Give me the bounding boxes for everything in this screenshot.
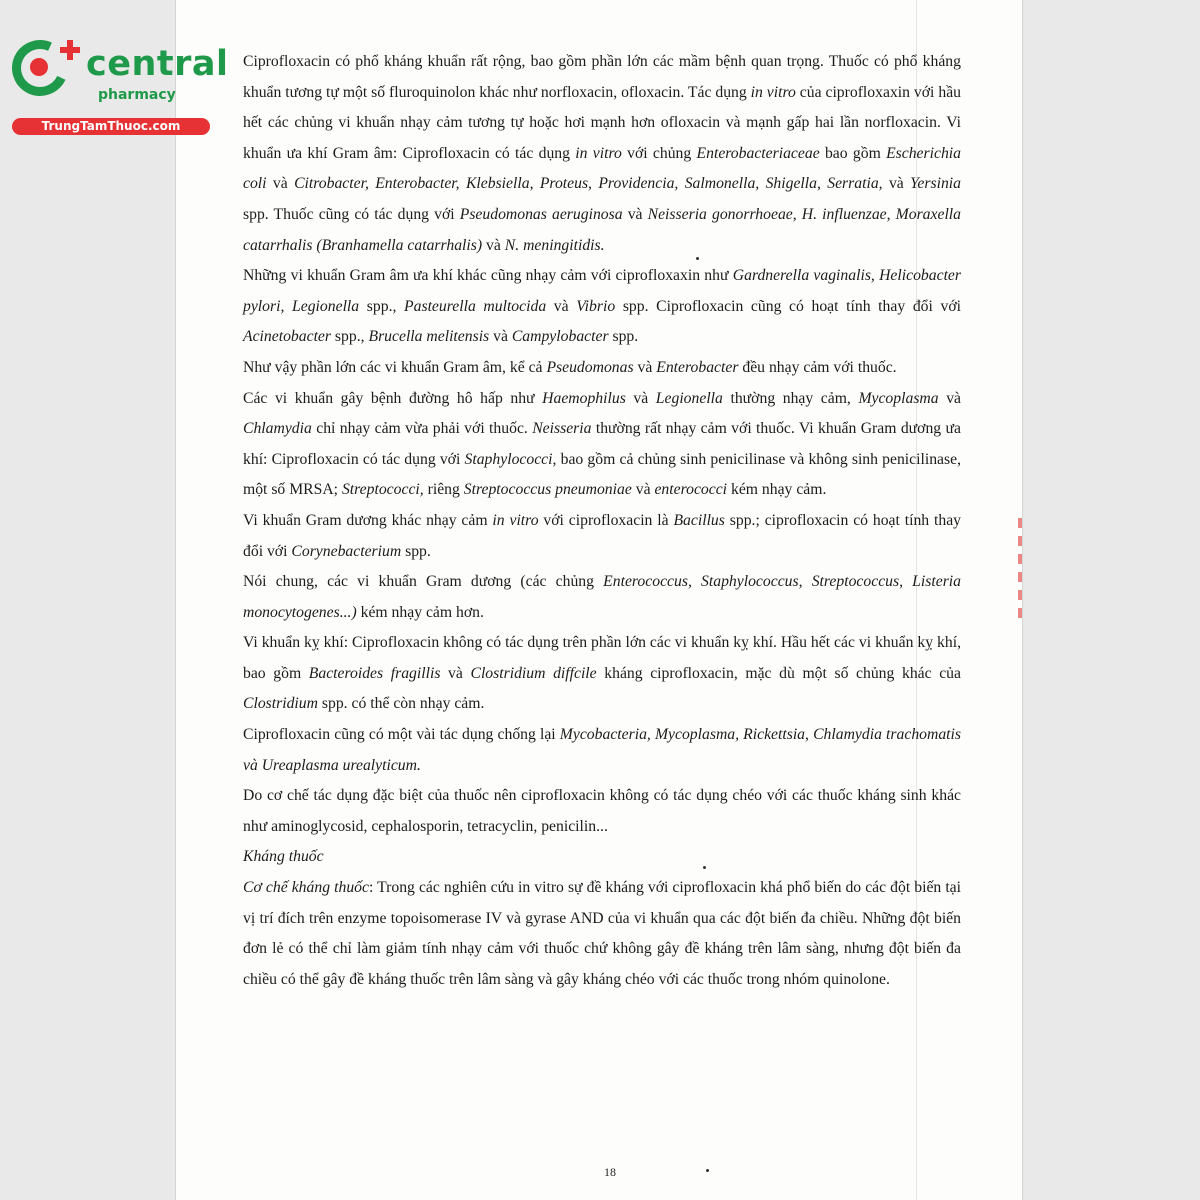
text-run: spp. Thuốc cũng có tác dụng với xyxy=(243,205,460,223)
text-run: spp.; ciprofloxacin có hoạt tính thay đổi với xyxy=(243,511,962,560)
text-run: bao gồm xyxy=(819,144,887,162)
scan-speck xyxy=(703,866,706,869)
text-run: , xyxy=(805,726,814,744)
text-run: Như vậy phần lớn các vi khuẩn Gram âm, kể cả xyxy=(243,358,547,376)
text-run: với chủng xyxy=(621,144,697,162)
italic-run: enterococci xyxy=(654,481,728,499)
italic-run: Haemophilus xyxy=(542,389,626,407)
italic-run: Brucella melitensis xyxy=(368,328,490,346)
text-run: kém nhạy cảm hơn. xyxy=(356,603,484,621)
text-run: Ciprofloxacin cũng có một vài tác dụng chống lại xyxy=(243,726,560,744)
italic-run: Pseudomonas aeruginosa xyxy=(459,205,623,223)
text-run: Vi khuẩn Gram dương khác nhạy cảm xyxy=(243,511,493,529)
italic-run: Acinetobacter xyxy=(243,328,331,346)
italic-run: Streptococci, xyxy=(341,481,424,499)
text-run: spp., xyxy=(331,328,369,346)
italic-run: Cơ chế kháng thuốc xyxy=(243,879,369,897)
italic-run: Citrobacter, Enterobacter, Klebsiella, Proteus, Providencia, Salmonella, Shigella, Serratia, xyxy=(294,175,883,193)
text-run: và xyxy=(633,358,657,376)
italic-run: Vibrio xyxy=(576,297,616,315)
text-run: Các vi khuẩn gây bệnh đường hô hấp như xyxy=(243,389,543,407)
italic-run: Streptococcus pneumoniae xyxy=(463,481,632,499)
text-run: Ciprofloxacin có phổ kháng khuẩn rất rộng, bao gồm phần lớn các mầm bệnh quan trọng. Thuốc có phổ kháng khuẩn tương tự một số fluroquinolon khác như norfloxacin, ofloxacin. Tác dụng xyxy=(243,53,961,101)
text-run: Vi khuẩn kỵ khí: Ciprofloxacin không có tác dụng trên phần lớn các vi khuẩn kỵ khí. Hầu hết các vi khuẩn kỵ khí, bao gồm xyxy=(243,634,961,682)
text-run: và xyxy=(266,175,295,193)
italic-run: Enterobacteriaceae xyxy=(696,144,820,162)
text-run: spp. xyxy=(608,328,639,346)
text-run: và xyxy=(489,328,512,346)
italic-run: Kháng thuốc xyxy=(243,848,324,866)
italic-run: in vitro xyxy=(750,83,796,101)
red-stamp-edge xyxy=(1014,510,1026,670)
italic-run: Staphylococci, xyxy=(464,450,557,468)
logo-subtitle: pharmacy xyxy=(98,87,176,103)
italic-run: Clostridium xyxy=(243,695,318,713)
text-run: và xyxy=(882,175,911,193)
italic-run: Gardnerella vaginalis, Helicobacter pylori, Legionella xyxy=(243,267,961,315)
text-run: và xyxy=(440,664,471,682)
italic-run: Neisseria gonorrhoeae, H. influenzae, Moraxella catarrhalis (Branhamella catarrhalis) xyxy=(243,205,962,254)
text-run: của ciprofloxaxin với hầu hết các chủng vi khuẩn nhạy cảm tương tự hoặc hơi mạnh hơn ofloxacin và mạnh gấp hai lần norfloxacin. Vi khuẩn ưa khí Gram âm: Ciprofloxacin có tác dụng xyxy=(243,83,962,162)
logo-site-url: TrungTamThuoc.com xyxy=(12,118,210,135)
paragraph xyxy=(243,506,961,567)
pharmacy-logo[interactable] xyxy=(10,38,229,138)
logo-brand: central xyxy=(86,44,229,84)
text-run: và xyxy=(631,481,655,499)
italic-run: Escherichia coli xyxy=(243,144,961,193)
paragraph xyxy=(243,567,961,628)
paragraph xyxy=(243,720,961,781)
paragraph xyxy=(243,47,961,261)
text-run: Những vi khuẩn Gram âm ưa khí khác cũng nhạy cảm với ciprofloxaxin như xyxy=(243,267,733,285)
italic-run: Chlamydia trachomatis và Ureaplasma urealyticum. xyxy=(243,726,962,774)
italic-run: Legionella xyxy=(655,389,723,407)
paragraph xyxy=(243,353,961,384)
italic-run: N. meningitidis. xyxy=(504,236,605,254)
scan-speck xyxy=(706,1169,709,1172)
italic-run: Mycobacteria, Mycoplasma, Rickettsia xyxy=(559,726,806,744)
text-run: đều nhạy cảm với thuốc. xyxy=(738,358,897,376)
text-run: chỉ nhạy cảm vừa phải với thuốc. xyxy=(311,420,533,438)
page-number: 18 xyxy=(604,1165,616,1179)
italic-run: Mycoplasma xyxy=(858,389,939,407)
paragraph xyxy=(243,628,961,720)
document-body xyxy=(243,47,961,995)
text-run: kém nhạy cảm. xyxy=(727,481,827,499)
text-run: kháng ciprofloxacin, mặc dù một số chủng khác của xyxy=(596,664,961,682)
italic-run: Enterococcus, Staphylococcus, Streptococcus, Listeria monocytogenes...) xyxy=(243,573,962,621)
italic-run: Neisseria xyxy=(532,420,592,438)
text-run: spp., xyxy=(359,297,405,315)
italic-run: Bacillus xyxy=(673,511,725,529)
italic-run: Enterobacter xyxy=(656,358,739,376)
italic-run: Pasteurella multocida xyxy=(404,297,547,315)
text-run: với ciprofloxacin là xyxy=(538,511,674,529)
paragraph xyxy=(243,781,961,842)
plus-icon xyxy=(58,38,82,62)
text-run: và xyxy=(546,297,577,315)
logo-dot-icon xyxy=(30,58,48,76)
italic-run: Pseudomonas xyxy=(546,358,634,376)
text-run: và xyxy=(482,236,505,254)
italic-run: Corynebacterium xyxy=(291,542,402,560)
text-run: thường rất nhạy cảm với thuốc. Vi khuẩn Gram dương ưa khí: Ciprofloxacin có tác dụng với xyxy=(243,420,961,468)
text-run: riêng xyxy=(423,481,464,499)
text-run: bao gồm cả chủng sinh penicilinase và không sinh penicilinase, một số MRSA; xyxy=(243,450,962,499)
italic-run: in vitro xyxy=(575,144,622,162)
italic-run: Yersinia xyxy=(910,175,962,193)
text-run: spp. có thể còn nhạy cảm. xyxy=(317,695,485,713)
text-run: : Trong các nghiên cứu in vitro sự đề kháng với ciprofloxacin khá phổ biến do các đột biến tại vị trí đích trên enzyme topoisomerase IV và gyrase AND của vi khuẩn qua các đột biến đa chiều. Những đột biến đơn lẻ có thể chỉ làm giảm tính nhạy cảm với thuốc chứ không gây đề kháng trên lâm sàng, nhưng đột biến đa chiều có thể gây đề kháng thuốc trên lâm sàng và gây kháng chéo với các thuốc trong nhóm quinolone. xyxy=(243,879,962,988)
text-run: và xyxy=(625,389,656,407)
italic-run: Clostridium diffcile xyxy=(470,664,597,682)
text-run: spp. xyxy=(401,542,431,560)
text-run: và xyxy=(938,389,961,407)
paragraph xyxy=(243,873,961,995)
text-run: Do cơ chế tác dụng đặc biệt của thuốc nên ciprofloxacin không có tác dụng chéo với các thuốc kháng sinh khác như aminoglycosid, cephalosporin, tetracyclin, penicilin... xyxy=(243,787,961,835)
paragraph xyxy=(243,261,961,353)
italic-run: Chlamydia xyxy=(243,420,312,438)
scan-speck xyxy=(696,257,699,260)
text-run: spp. Ciprofloxacin cũng có hoạt tính thay đổi với xyxy=(615,297,961,315)
paragraph xyxy=(243,842,961,873)
paragraph xyxy=(243,384,961,506)
text-run: Nói chung, các vi khuẩn Gram dương (các chủng xyxy=(243,573,604,591)
text-run: thường nhạy cảm, xyxy=(722,389,859,407)
italic-run: Bacteroides fragillis xyxy=(308,664,441,682)
text-run: và xyxy=(622,205,648,223)
italic-run: Campylobacter xyxy=(511,328,609,346)
italic-run: in vitro xyxy=(492,511,539,529)
